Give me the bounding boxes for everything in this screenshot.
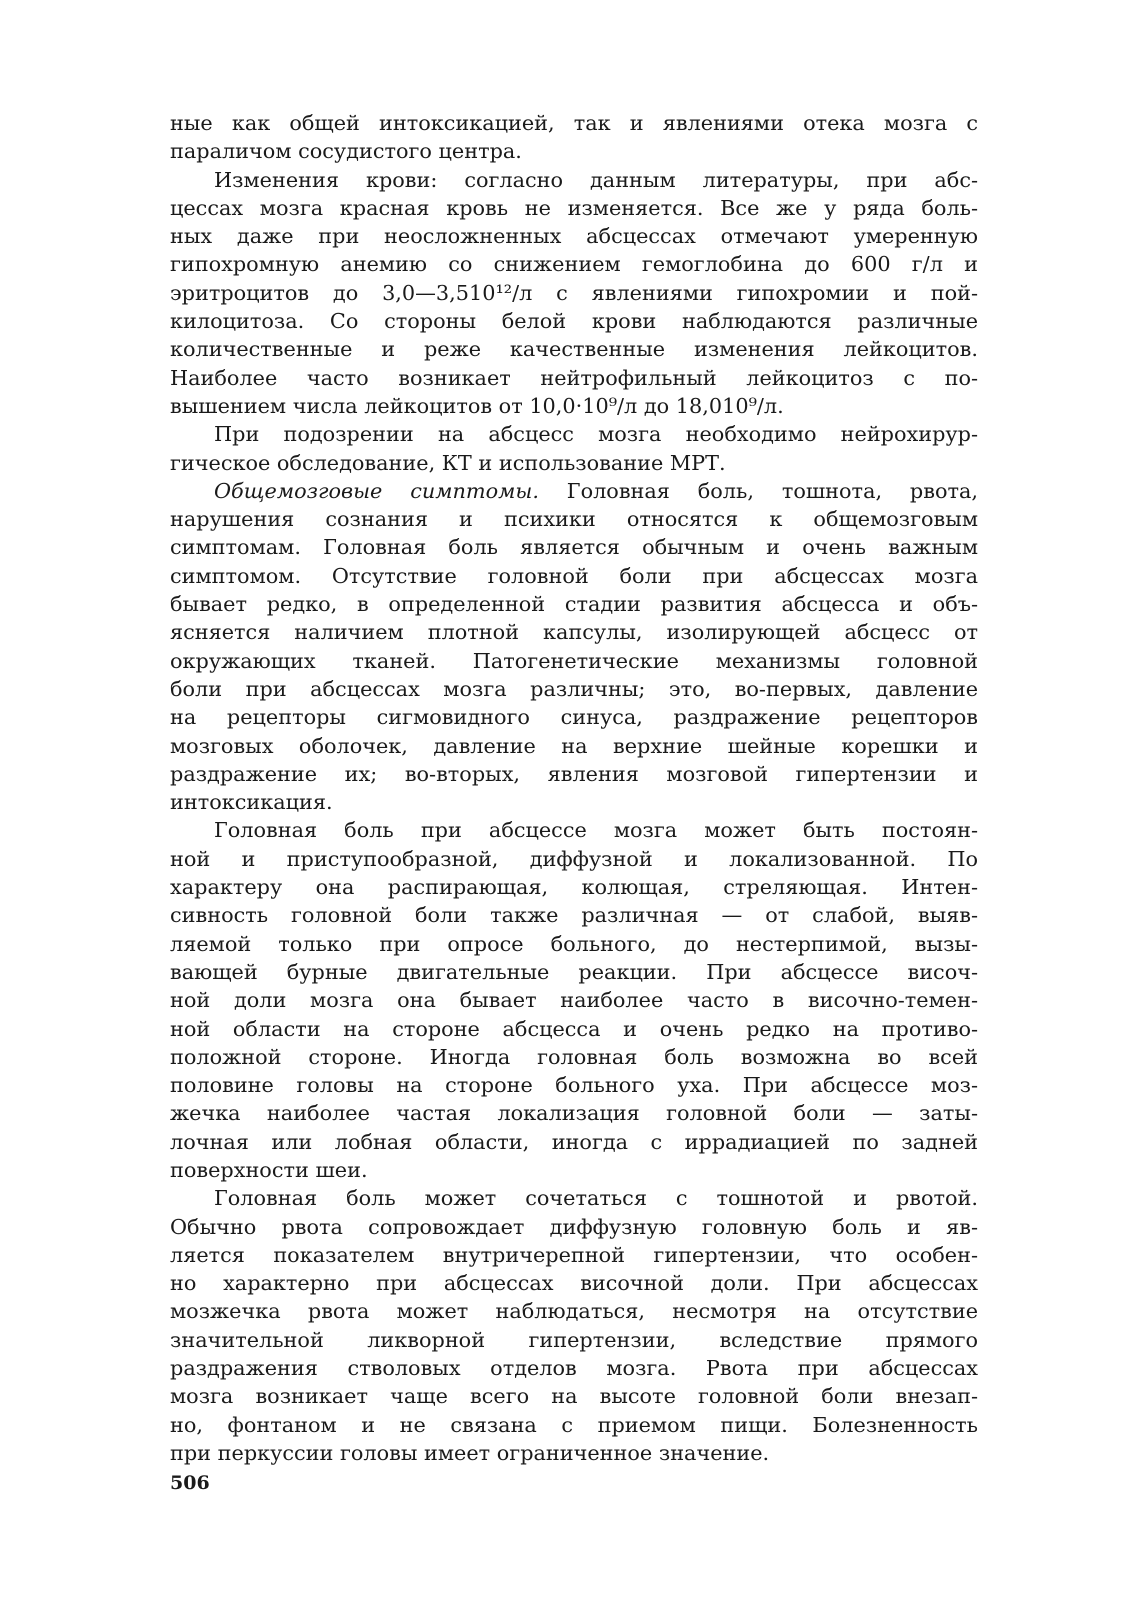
text-line: мозговых оболочек, давление на верхние шейные корешки и xyxy=(170,733,978,758)
text-line: мозжечка рвота может наблюдаться, несмотря на отсутствие xyxy=(170,1299,978,1324)
text-line: характеру она распирающая, колющая, стреляющая. Интен- xyxy=(170,875,978,900)
text-line: половине головы на стороне больного уха. При абсцессе моз- xyxy=(170,1073,978,1098)
text-line: ной области на стороне абсцесса и очень редко на противо- xyxy=(170,1016,978,1041)
paragraph xyxy=(170,816,978,1184)
text-line: мозга возникает чаще всего на высоте головной боли внезап- xyxy=(170,1384,978,1409)
text-line: При подозрении на абсцесс мозга необходимо нейрохирур- xyxy=(214,422,978,447)
text-line: раздражение их; во-вторых, явления мозговой гипертензии и xyxy=(170,761,978,786)
text-line: ной доли мозга она бывает наиболее часто в височно-темен- xyxy=(170,988,978,1013)
text-fragment: Головная боль, тошнота, рвота, xyxy=(538,478,978,503)
text-line: ной и приступообразной, диффузной и локализованной. По xyxy=(170,846,978,871)
text-line: гическое обследование, КТ и использование МРТ. xyxy=(170,450,726,475)
text-line: раздражения стволовых отделов мозга. Рвота при абсцессах xyxy=(170,1356,978,1381)
text-line: гипохромную анемию со снижением гемоглобина до 600 г/л и xyxy=(170,252,978,277)
paragraph xyxy=(170,166,978,421)
page-number: 506 xyxy=(170,1472,210,1494)
text-line: Изменения крови: согласно данным литературы, при абс- xyxy=(214,167,978,192)
paragraph xyxy=(170,420,978,477)
text-line: на рецепторы сигмовидного синуса, раздражение рецепторов xyxy=(170,705,978,730)
text-line: ляется показателем внутричерепной гипертензии, что особен- xyxy=(170,1242,978,1267)
text-line: параличом сосудистого центра. xyxy=(170,139,522,164)
text-line: но, фонтаном и не связана с приемом пищи. Болезненность xyxy=(170,1412,978,1437)
paragraph xyxy=(170,109,978,166)
text-line: эритроцитов до 3,0—3,510¹²/л с явлениями гипохромии и пой- xyxy=(170,280,978,305)
paragraph xyxy=(170,1184,978,1467)
text-line: Головная боль при абсцессе мозга может быть постоян- xyxy=(214,818,978,843)
text-line: сивность головной боли также различная — от слабой, выяв- xyxy=(170,903,978,928)
text-line: Наиболее часто возникает нейтрофильный лейкоцитоз с по- xyxy=(170,365,978,390)
text-line: ные как общей интоксикацией, так и явлениями отека мозга с xyxy=(170,111,978,135)
text-line: окружающих тканей. Патогенетические механизмы головной xyxy=(170,648,978,673)
text-line: лочная или лобная области, иногда с иррадиацией по задней xyxy=(170,1129,978,1154)
text-line: поверхности шеи. xyxy=(170,1157,368,1182)
text-line: вающей бурные двигательные реакции. При абсцессе височ- xyxy=(170,959,978,984)
text-line: симптомам. Головная боль является обычным и очень важным xyxy=(170,535,978,560)
text-line: цессах мозга красная кровь не изменяется. Все же у ряда боль- xyxy=(170,195,978,220)
text-line: ных даже при неосложненных абсцессах отмечают умеренную xyxy=(170,224,978,249)
text-line: количественные и реже качественные изменения лейкоцитов. xyxy=(170,337,978,362)
text-line: ляемой только при опросе больного, до нестерпимой, вызы- xyxy=(170,931,978,956)
paragraph xyxy=(170,477,978,817)
text-line: килоцитоза. Со стороны белой крови наблюдаются различные xyxy=(170,309,978,334)
text-line: ясняется наличием плотной капсулы, изолирующей абсцесс от xyxy=(170,620,978,645)
text-line: жечка наиболее частая локализация головной боли — заты- xyxy=(170,1101,978,1126)
text-line: положной стороне. Иногда головная боль возможна во всей xyxy=(170,1044,978,1069)
text-line: но характерно при абсцессах височной доли. При абсцессах xyxy=(170,1271,978,1296)
italic-heading: Общемозговые симптомы. xyxy=(214,478,539,503)
text-line xyxy=(170,477,978,505)
text-line: Головная боль может сочетаться с тошнотой и рвотой. xyxy=(214,1186,978,1211)
text-line: боли при абсцессах мозга различны; это, во-первых, давление xyxy=(170,676,978,701)
text-line: при перкуссии головы имеет ограниченное значение. xyxy=(170,1440,770,1465)
body-text xyxy=(170,109,978,1467)
text-line: бывает редко, в определенной стадии развития абсцесса и объ- xyxy=(170,592,978,617)
text-line: интоксикация. xyxy=(170,790,333,815)
text-line: нарушения сознания и психики относятся к общемозговым xyxy=(170,507,978,532)
text-line: значительной ликворной гипертензии, вследствие прямого xyxy=(170,1327,978,1352)
text-line: Обычно рвота сопровождает диффузную головную боль и яв- xyxy=(170,1214,978,1239)
text-line: симптомом. Отсутствие головной боли при абсцессах мозга xyxy=(170,563,978,588)
text-line: вышением числа лейкоцитов от 10,0·10⁹/л до 18,010⁹/л. xyxy=(170,393,784,418)
